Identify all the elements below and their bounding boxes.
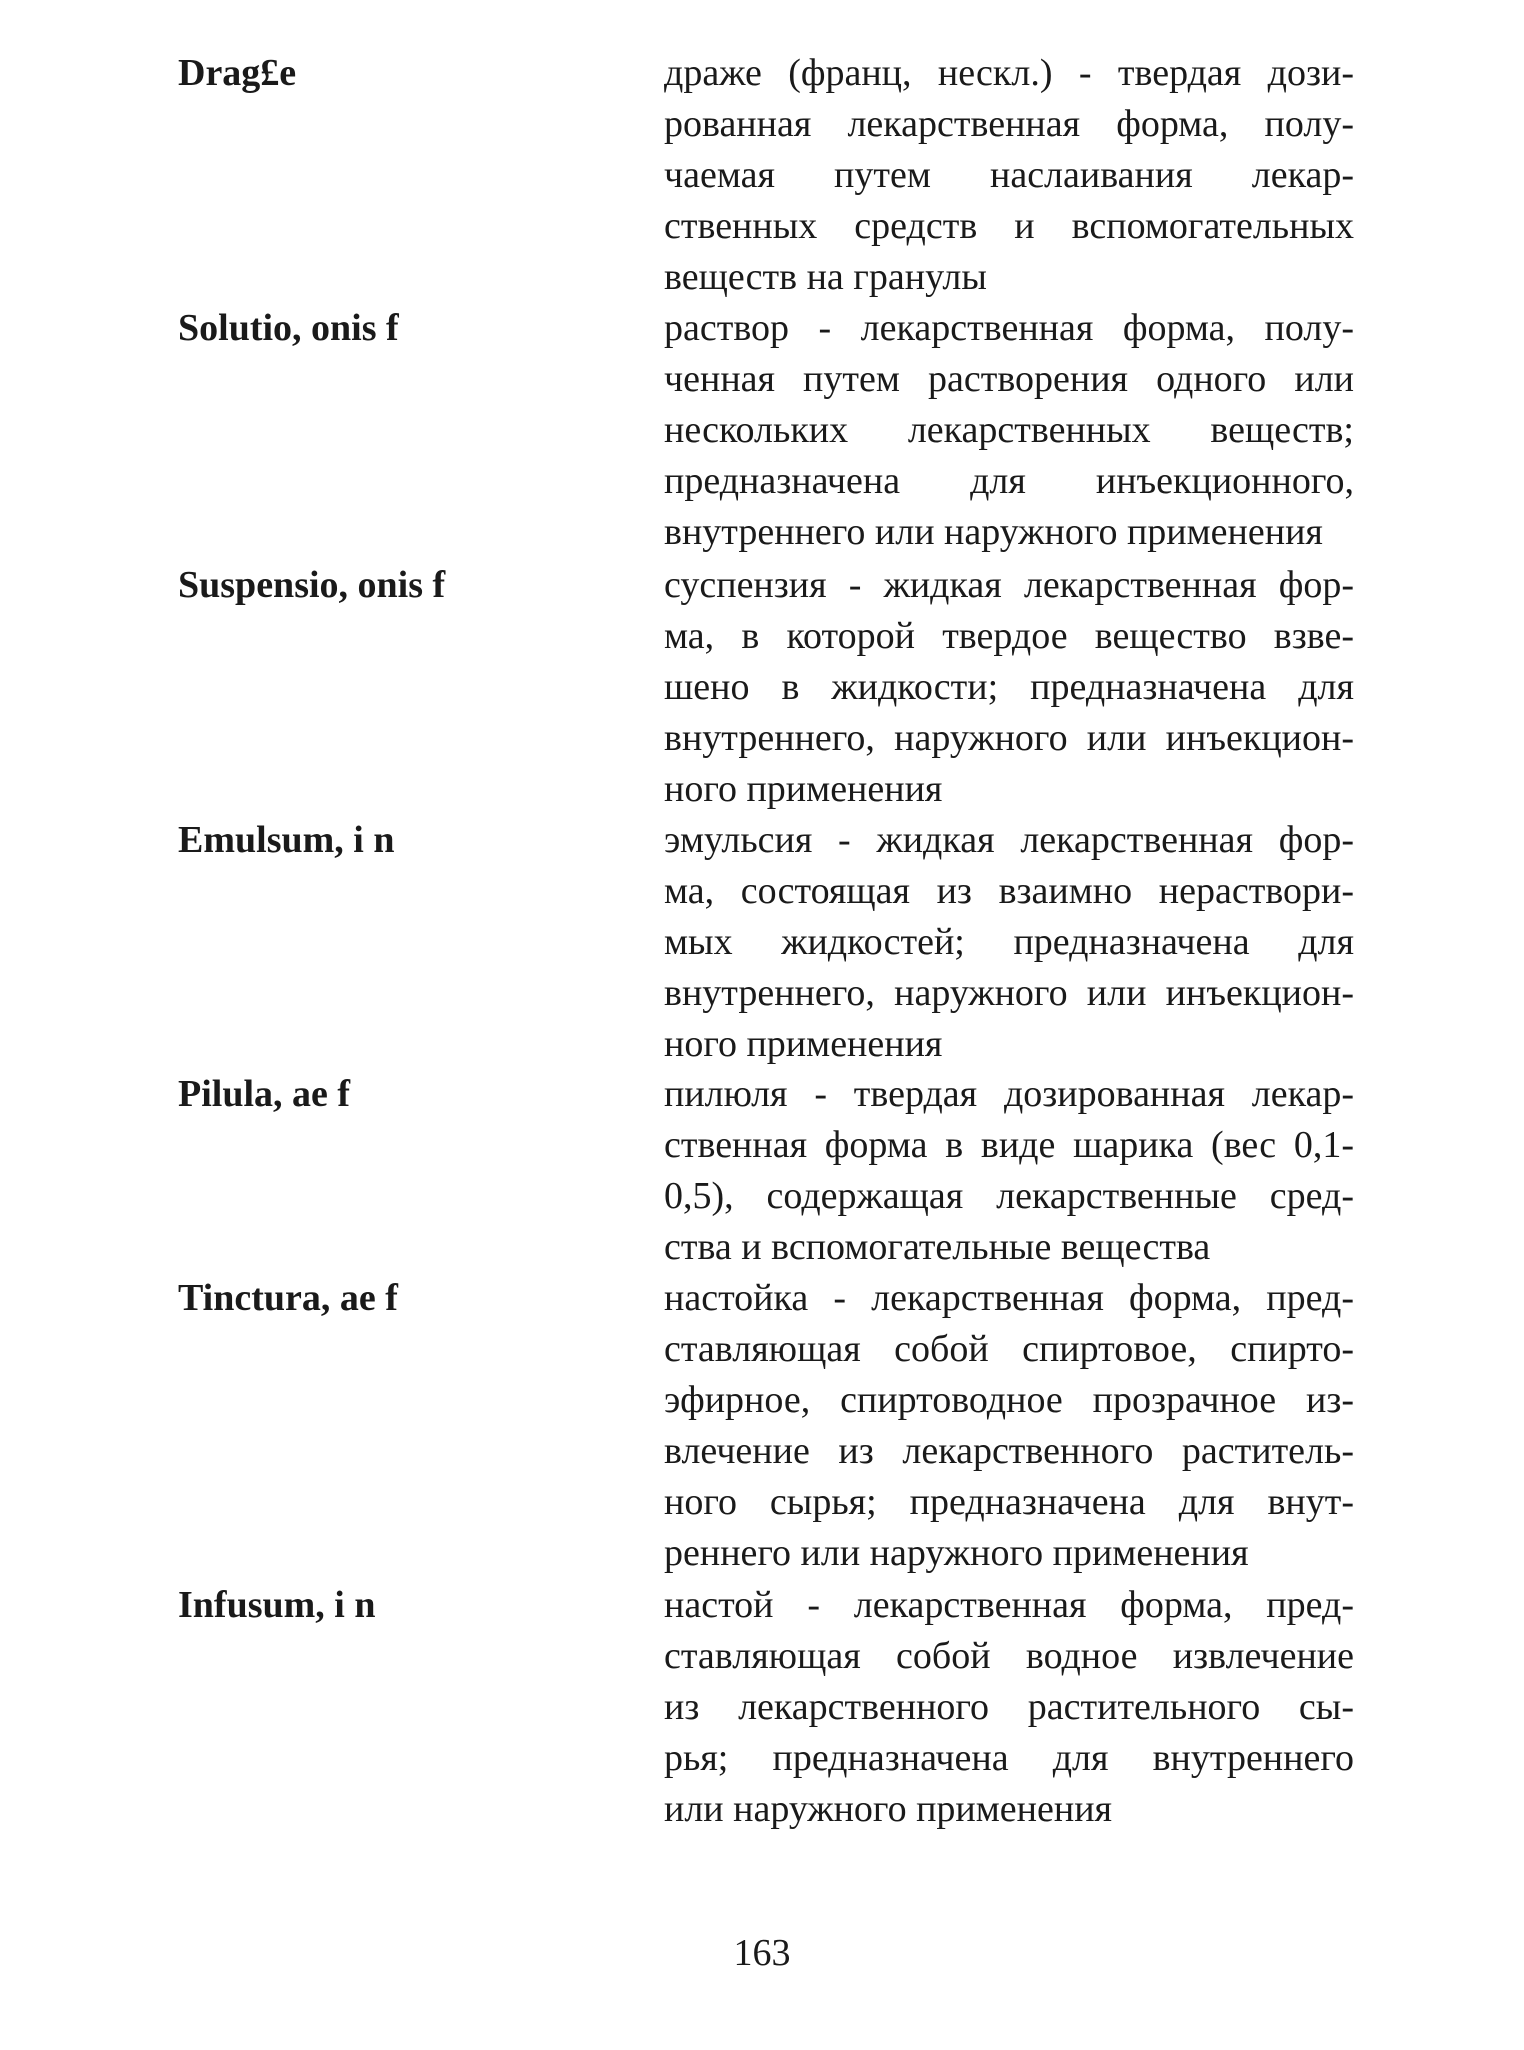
- definition-line: реннего или наружного применения: [664, 1532, 1249, 1574]
- definition-line: ственная форма в виде шарика (вес 0,1-: [664, 1124, 1354, 1166]
- definition-line: рованная лекарственная форма, полу-: [664, 103, 1354, 145]
- definition-line: внутреннего, наружного или инъекцион-: [664, 972, 1354, 1014]
- definition-line: 0,5), содержащая лекарственные сред-: [664, 1175, 1354, 1217]
- entry-term: Drag£e: [178, 52, 297, 94]
- definition-line: предназначена для инъекционного,: [664, 460, 1354, 502]
- entry-term: Tinctura, ae f: [178, 1277, 398, 1319]
- definition-line: или наружного применения: [664, 1788, 1113, 1830]
- definition-line: ма, в которой твердое вещество взве-: [664, 615, 1354, 657]
- definition-line: веществ на гранулы: [664, 256, 987, 298]
- definition-line: ного сырья; предназначена для внут-: [664, 1481, 1354, 1523]
- definition-line: раствор - лекарственная форма, полу-: [664, 307, 1354, 349]
- definition-line: ченная путем растворения одного или: [664, 358, 1354, 400]
- entry-term: Infusum, i n: [178, 1584, 376, 1626]
- entry-definition: [664, 1580, 1354, 1835]
- definition-line: настойка - лекарственная форма, пред-: [664, 1277, 1354, 1319]
- definition-line: ства и вспомогательные вещества: [664, 1226, 1211, 1268]
- definition-line: мых жидкостей; предназначена для: [664, 921, 1354, 963]
- definition-line: драже (франц, нескл.) - твердая дози-: [664, 52, 1354, 94]
- definition-line: из лекарственного растительного сы-: [664, 1686, 1354, 1728]
- definition-line: внутреннего или наружного применения: [664, 511, 1323, 553]
- definition-line: пилюля - твердая дозированная лекар-: [664, 1073, 1354, 1115]
- definition-line: ного применения: [664, 768, 943, 810]
- entry-definition: [664, 48, 1354, 303]
- definition-line: нескольких лекарственных веществ;: [664, 409, 1354, 451]
- definition-line: эфирное, спиртоводное прозрачное из-: [664, 1379, 1354, 1421]
- definition-line: рья; предназначена для внутреннего: [664, 1737, 1354, 1779]
- entry-term: Emulsum, i n: [178, 819, 395, 861]
- definition-line: настой - лекарственная форма, пред-: [664, 1584, 1354, 1626]
- definition-line: ного применения: [664, 1023, 943, 1065]
- entry-term: Suspensio, onis f: [178, 564, 446, 606]
- entry-term: Solutio, onis f: [178, 307, 399, 349]
- definition-line: эмульсия - жидкая лекарственная фор-: [664, 819, 1354, 861]
- page-number: 163: [733, 1932, 791, 1974]
- definition-line: ставляющая собой спиртовое, спирто-: [664, 1328, 1354, 1370]
- definition-line: шено в жидкости; предназначена для: [664, 666, 1354, 708]
- entry-definition: [664, 303, 1354, 558]
- definition-line: суспензия - жидкая лекарственная фор-: [664, 564, 1354, 606]
- entry-term: Pilula, ae f: [178, 1073, 351, 1115]
- definition-line: ственных средств и вспомогательных: [664, 205, 1354, 247]
- entry-definition: [664, 1069, 1354, 1273]
- entry-definition: [664, 560, 1354, 815]
- definition-line: ставляющая собой водное извлечение: [664, 1635, 1354, 1677]
- entry-definition: [664, 815, 1354, 1070]
- definition-line: влечение из лекарственного раститель-: [664, 1430, 1354, 1472]
- definition-line: ма, состоящая из взаимно нераствори-: [664, 870, 1354, 912]
- definition-line: внутреннего, наружного или инъекцион-: [664, 717, 1354, 759]
- definition-line: чаемая путем наслаивания лекар-: [664, 154, 1354, 196]
- entry-definition: [664, 1273, 1354, 1579]
